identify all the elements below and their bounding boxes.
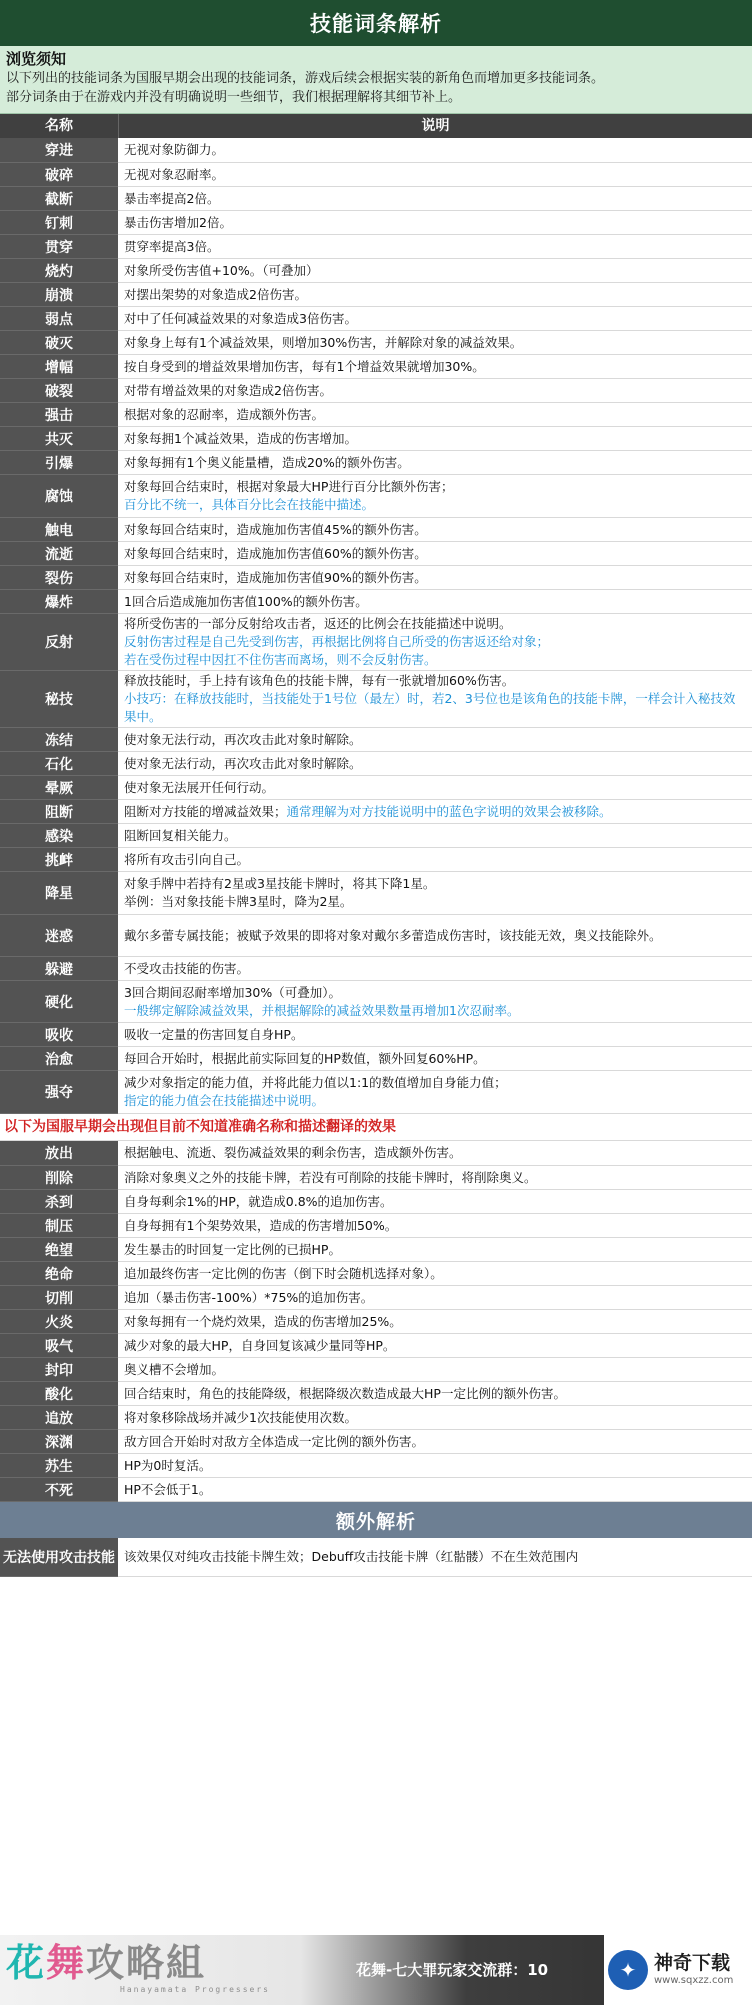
- skill-description: [118, 1382, 752, 1405]
- skill-name: 穿进: [0, 138, 118, 163]
- skill-name: 增幅: [0, 355, 118, 379]
- watermark-badge: [604, 1935, 752, 2005]
- table-row: [0, 1358, 752, 1382]
- description-line: 无视对象忍耐率。: [124, 166, 225, 182]
- skill-name: 硬化: [0, 981, 118, 1023]
- skill-description: [118, 1238, 752, 1261]
- table-row: [0, 1478, 752, 1502]
- skill-description: [118, 307, 752, 330]
- description-line: 每回合开始时，根据此前实际回复的HP数值，额外回复60%HP。: [124, 1050, 486, 1066]
- skill-description: [118, 518, 752, 541]
- table-row: [0, 542, 752, 566]
- description-note: 通常理解为对方技能说明中的蓝色字说明的效果会被移除。: [286, 803, 612, 819]
- table-row: [0, 283, 752, 307]
- skill-name: 流逝: [0, 542, 118, 566]
- table-row: [0, 1430, 752, 1454]
- skill-description: [118, 1262, 752, 1285]
- skill-description: [118, 872, 752, 914]
- description-line: 对象每回合结束时，造成施加伤害值45%的额外伤害。: [124, 521, 427, 537]
- table-row: [0, 1047, 752, 1071]
- skill-name: 烧灼: [0, 259, 118, 283]
- skill-description: [118, 1478, 752, 1501]
- table-row: [0, 1238, 752, 1262]
- table-row: [0, 728, 752, 752]
- description-line: 按自身受到的增益效果增加伤害，每有1个增益效果就增加30%。: [124, 358, 485, 374]
- description-line: 不受攻击技能的伤害。: [124, 960, 250, 976]
- skill-description: [118, 776, 752, 799]
- table-row: [0, 187, 752, 211]
- skill-description: [118, 1023, 752, 1046]
- unknown-effects-table: [0, 1141, 752, 1502]
- skill-description: [118, 728, 752, 751]
- site-name: 神奇下载: [654, 1952, 731, 1974]
- table-row: [0, 1141, 752, 1166]
- skill-description: [118, 355, 752, 378]
- logo-char: 舞: [46, 1941, 87, 1985]
- table-row: [0, 1406, 752, 1430]
- description-line: 将所有攻击引向自己。: [124, 851, 250, 867]
- skill-description: [118, 1190, 752, 1213]
- table-row: [0, 211, 752, 235]
- skill-name: 削除: [0, 1166, 118, 1190]
- description-line: 3回合期间忍耐率增加30%（可叠加）。: [124, 984, 341, 1000]
- skill-name: 无法使用攻击技能: [0, 1538, 118, 1577]
- skill-name: 治愈: [0, 1047, 118, 1071]
- skill-name: 共灭: [0, 427, 118, 451]
- description-line: 使对象无法行动，再次攻击此对象时解除。: [124, 755, 362, 771]
- skill-name: 吸气: [0, 1334, 118, 1358]
- description-line: 暴击率提高2倍。: [124, 190, 220, 206]
- description-line: 对象身上每有1个减益效果，则增加30%伤害，并解除对象的减益效果。: [124, 334, 523, 350]
- table-row: [0, 1214, 752, 1238]
- table-row: [0, 138, 752, 163]
- description-line: 对中了任何减益效果的对象造成3倍伤害。: [124, 310, 357, 326]
- description-note: 百分比不统一，具体百分比会在技能中描述。: [124, 497, 375, 512]
- table-row: [0, 1382, 752, 1406]
- skill-description: [118, 1358, 752, 1381]
- skill-name: 强击: [0, 403, 118, 427]
- skill-description: [118, 981, 752, 1022]
- table-row: [0, 566, 752, 590]
- table-row: [0, 915, 752, 957]
- skill-description: [118, 235, 752, 258]
- description-line: HP不会低于1。: [124, 1481, 212, 1497]
- description-note: 若在受伤过程中因扛不住伤害而离场，则不会反射伤害。: [124, 652, 437, 667]
- skill-name: 破灭: [0, 331, 118, 355]
- description-note: 一般绑定解除减益效果，并根据解除的减益效果数量再增加1次忍耐率。: [124, 1002, 520, 1018]
- skill-description: [118, 1454, 752, 1477]
- extra-table: [0, 1538, 752, 1577]
- skill-name: 晕厥: [0, 776, 118, 800]
- description-line: 根据触电、流逝、裂伤减益效果的剩余伤害，造成额外伤害。: [124, 1145, 462, 1160]
- description-line: 追加（暴击伤害-100%）*75%的追加伤害。: [124, 1289, 374, 1305]
- notice-line: 以下列出的技能词条为国服早期会出现的技能词条，游戏后续会根据实装的新角色而增加更多技能词条。: [6, 71, 605, 86]
- table-row: [0, 1334, 752, 1358]
- description-line: 自身每拥有1个架势效果，造成的伤害增加50%。: [124, 1217, 398, 1233]
- description-line: 使对象无法行动，再次攻击此对象时解除。: [124, 731, 362, 747]
- skill-description: [118, 1071, 752, 1113]
- skill-name: 爆炸: [0, 590, 118, 614]
- skill-description: [118, 1538, 752, 1576]
- table-row: [0, 872, 752, 915]
- logo-char: 花: [6, 1941, 47, 1985]
- skill-name: 触电: [0, 518, 118, 542]
- skill-description: [118, 542, 752, 565]
- skill-description: [118, 259, 752, 282]
- skill-name: 不死: [0, 1478, 118, 1502]
- table-header: [0, 114, 752, 138]
- skill-name: 封印: [0, 1358, 118, 1382]
- table-row: [0, 590, 752, 614]
- skill-description: [118, 824, 752, 847]
- notice-box: [0, 46, 752, 114]
- skill-name: 降星: [0, 872, 118, 915]
- skill-name: 绝命: [0, 1262, 118, 1286]
- skill-description: [118, 1406, 752, 1429]
- table-row: [0, 1023, 752, 1047]
- table-row: [0, 1286, 752, 1310]
- skill-description: [118, 187, 752, 210]
- table-row: [0, 1190, 752, 1214]
- skill-name: 裂伤: [0, 566, 118, 590]
- skill-name: 破裂: [0, 379, 118, 403]
- logo-subtitle: Hanayamata Progressers: [120, 1985, 270, 1994]
- table-row: [0, 355, 752, 379]
- skill-name: 贯穿: [0, 235, 118, 259]
- site-url: www.sqxzz.com: [654, 1975, 734, 1986]
- description-line: 对象每回合结束时，造成施加伤害值60%的额外伤害。: [124, 545, 427, 561]
- description-line: 将对象移除战场并减少1次技能使用次数。: [124, 1409, 357, 1425]
- description-line: 释放技能时，手上持有该角色的技能卡牌，每有一张就增加60%伤害。: [124, 673, 515, 688]
- description-text: 阻断对方技能的增减益效果；: [124, 803, 287, 819]
- description-line: 减少对象指定的能力值，并将此能力值以1:1的数值增加自身能力值；: [124, 1075, 507, 1090]
- column-header-description: 说明: [421, 118, 450, 134]
- site-logo-icon: ✦: [608, 1950, 648, 1990]
- description-note: 小技巧：在释放技能时，当技能处于1号位（最左）时，若2、3号位也是该角色的技能卡牌，一样会计入秘技效果中。: [124, 691, 736, 724]
- skill-description: [118, 379, 752, 402]
- skill-name: 制压: [0, 1214, 118, 1238]
- skill-name: 杀到: [0, 1190, 118, 1214]
- skill-name: 挑衅: [0, 848, 118, 872]
- skill-name: 腐蚀: [0, 475, 118, 518]
- skill-description: [118, 1286, 752, 1309]
- skill-name: 绝望: [0, 1238, 118, 1262]
- description-note: 指定的能力值会在技能描述中说明。: [124, 1093, 325, 1108]
- description-line: 举例：当对象技能卡牌3星时，降为2星。: [124, 894, 353, 909]
- skill-description: [118, 671, 752, 727]
- description-line: 自身每剩余1%的HP，就造成0.8%的追加伤害。: [124, 1193, 393, 1209]
- description-line: 追加最终伤害一定比例的伤害（倒下时会随机选择对象）。: [124, 1265, 443, 1281]
- table-row: [0, 752, 752, 776]
- skill-description: [118, 138, 752, 162]
- footer-banner: [0, 1935, 752, 2005]
- table-row: [0, 331, 752, 355]
- description-line: 将所受伤害的一部分反射给攻击者，返还的比例会在技能描述中说明。: [124, 616, 512, 631]
- description-line: 无视对象防御力。: [124, 142, 225, 157]
- notice-title: 浏览须知: [6, 50, 67, 68]
- description-line: 消除对象奥义之外的技能卡牌，若没有可削除的技能卡牌时，将削除奥义。: [124, 1169, 537, 1185]
- skill-description: [118, 1430, 752, 1453]
- extra-section-title: 额外解析: [0, 1502, 752, 1538]
- table-row: [0, 451, 752, 475]
- skill-description: [118, 566, 752, 589]
- skill-name: 石化: [0, 752, 118, 776]
- description-line: 阻断回复相关能力。: [124, 827, 237, 843]
- skill-name: 苏生: [0, 1454, 118, 1478]
- skill-name: 弱点: [0, 307, 118, 331]
- table-row: [0, 163, 752, 187]
- description-line: 对摆出架势的对象造成2倍伤害。: [124, 286, 307, 302]
- skill-description: [118, 1047, 752, 1070]
- skill-description: [118, 1310, 752, 1333]
- skill-name: 反射: [0, 614, 118, 671]
- skill-name: 吸收: [0, 1023, 118, 1047]
- skill-description: [118, 1214, 752, 1237]
- table-row: [0, 403, 752, 427]
- table-row: [0, 1538, 752, 1577]
- skill-name: 躲避: [0, 957, 118, 981]
- section-unknown-title: 以下为国服早期会出现但目前不知道准确名称和描述翻译的效果: [0, 1114, 752, 1141]
- table-row: [0, 1166, 752, 1190]
- description-line: 该效果仅对纯攻击技能卡牌生效；Debuff攻击技能卡牌（红骷髅）不在生效范围内: [124, 1549, 579, 1564]
- skill-description: [118, 752, 752, 775]
- description-line: HP为0时复活。: [124, 1457, 212, 1473]
- skill-name: 深渊: [0, 1430, 118, 1454]
- skill-name: 崩溃: [0, 283, 118, 307]
- table-row: [0, 776, 752, 800]
- description-line: 减少对象的最大HP，自身回复该减少量同等HP。: [124, 1337, 396, 1353]
- skill-description: [118, 590, 752, 613]
- skill-name: 迷惑: [0, 915, 118, 957]
- skill-description: [118, 1141, 752, 1165]
- description-line: 发生暴击的时回复一定比例的已损HP。: [124, 1241, 341, 1257]
- description-line: 贯穿率提高3倍。: [124, 238, 220, 254]
- table-row: [0, 427, 752, 451]
- description-line: 敌方回合开始时对敌方全体造成一定比例的额外伤害。: [124, 1433, 425, 1449]
- table-row: [0, 1071, 752, 1114]
- skill-name: 追放: [0, 1406, 118, 1430]
- skill-description: [118, 211, 752, 234]
- table-row: [0, 824, 752, 848]
- skill-name: 钉刺: [0, 211, 118, 235]
- table-row: [0, 475, 752, 518]
- table-row: [0, 518, 752, 542]
- description-line: 对带有增益效果的对象造成2倍伤害。: [124, 382, 332, 398]
- page-title: 技能词条解析: [0, 0, 752, 46]
- skill-name: 阻断: [0, 800, 118, 824]
- column-header-name: 名称: [0, 114, 119, 138]
- skill-name: 冻结: [0, 728, 118, 752]
- guild-logo: [6, 1941, 206, 1985]
- description-line: 回合结束时，角色的技能降级，根据降级次数造成最大HP一定比例的额外伤害。: [124, 1385, 566, 1401]
- description-note: 反射伤害过程是自己先受到伤害，再根据比例将自己所受的伤害返还给对象；: [124, 634, 550, 649]
- skill-description: [118, 331, 752, 354]
- table-row: [0, 957, 752, 981]
- skill-name: 感染: [0, 824, 118, 848]
- skill-description: [118, 1166, 752, 1189]
- table-row: [0, 981, 752, 1023]
- table-row: [0, 259, 752, 283]
- table-row: [0, 379, 752, 403]
- table-row: [0, 614, 752, 671]
- description-line: 对象每拥1个减益效果，造成的伤害增加。: [124, 430, 357, 446]
- skill-table: [0, 138, 752, 1114]
- skill-name: 酸化: [0, 1382, 118, 1406]
- group-info: 花舞-七大罪玩家交流群：10: [356, 1961, 549, 1979]
- description-line: 对象每拥有1个奥义能量槽，造成20%的额外伤害。: [124, 454, 410, 470]
- skill-name: 秘技: [0, 671, 118, 728]
- table-row: [0, 671, 752, 728]
- description-line: 奥义槽不会增加。: [124, 1361, 225, 1377]
- table-row: [0, 1310, 752, 1334]
- logo-text: 攻略組: [86, 1941, 207, 1985]
- description-line: 根据对象的忍耐率，造成额外伤害。: [124, 406, 325, 422]
- skill-description: [118, 283, 752, 306]
- description-line: 对象每回合结束时，造成施加伤害值90%的额外伤害。: [124, 569, 427, 585]
- skill-description: [118, 848, 752, 871]
- table-row: [0, 800, 752, 824]
- skill-description: [118, 475, 752, 517]
- skill-description: [118, 403, 752, 426]
- skill-name: 截断: [0, 187, 118, 211]
- notice-line: 部分词条由于在游戏内并没有明确说明一些细节，我们根据理解将其细节补上。: [6, 90, 462, 105]
- skill-name: 强夺: [0, 1071, 118, 1114]
- table-row: [0, 1454, 752, 1478]
- description-line: 对象每回合结束时，根据对象最大HP进行百分比额外伤害；: [124, 479, 454, 494]
- skill-name: 破碎: [0, 163, 118, 187]
- description-line: 吸收一定量的伤害回复自身HP。: [124, 1026, 304, 1042]
- description-line: 对象每拥有一个烧灼效果，造成的伤害增加25%。: [124, 1313, 402, 1329]
- description-line: 对象手牌中若持有2星或3星技能卡牌时，将其下降1星。: [124, 876, 436, 891]
- table-row: [0, 848, 752, 872]
- skill-description: [118, 957, 752, 980]
- table-row: [0, 1262, 752, 1286]
- description-line: 1回合后造成施加伤害值100%的额外伤害。: [124, 593, 368, 609]
- description-line: 暴击伤害增加2倍。: [124, 214, 232, 230]
- skill-description: [118, 1334, 752, 1357]
- skill-name: 引爆: [0, 451, 118, 475]
- description-line: 戴尔多蕾专属技能；被赋予效果的即将对象对戴尔多蕾造成伤害时，该技能无效，奥义技能除外。: [124, 927, 662, 943]
- description-line: [124, 803, 746, 821]
- skill-description: [118, 614, 752, 670]
- skill-description: [118, 800, 752, 823]
- skill-name: 放出: [0, 1141, 118, 1166]
- skill-name: 切削: [0, 1286, 118, 1310]
- description-line: 使对象无法展开任何行动。: [124, 779, 275, 795]
- skill-description: [118, 451, 752, 474]
- skill-name: 火炎: [0, 1310, 118, 1334]
- skill-description: [118, 427, 752, 450]
- skill-description: [118, 915, 752, 956]
- skill-description: [118, 163, 752, 186]
- table-row: [0, 307, 752, 331]
- table-row: [0, 235, 752, 259]
- description-line: 对象所受伤害值+10%。（可叠加）: [124, 262, 319, 278]
